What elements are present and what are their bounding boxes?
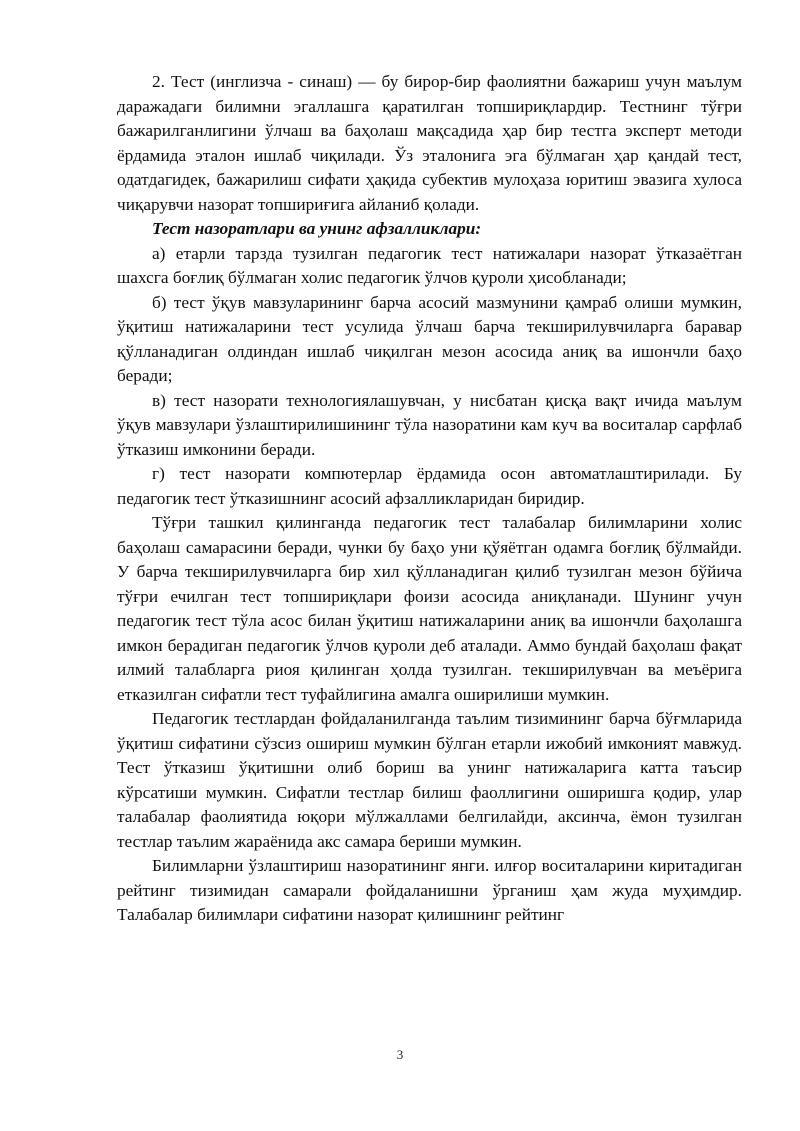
paragraph-rating-system: Билимларни ўзлаштириш назоратининг янги. илғор воситаларини киритадиган рейтинг тизимидан самарали фойдаланишни ўрганиш ҳам жуда муҳимдир. Талабалар билимлари сифатини назорат қилишнинг рейтинг: [117, 856, 742, 924]
paragraph-quality-improvement: Педагогик тестлардан фойдаланилганда таълим тизимининг барча бўғмларида ўқитиш сифатини сўзсиз ошириш мумкин бўлган етарли ижобий имконият мавжуд. Тест ўтказиш ўқитишни олиб бориш ва унинг натижаларига катта таъсир кўрсатиши мумкин. Сифатли тестлар билиш фаоллигини оширишга қодир, улар талабалар фаолиятида юқори мўлжаллами белгилайди, аксинча, ёмон тузилган тестлар таълим жараёнида акс самара бериши мумкин.: [117, 709, 742, 851]
list-item-v: в) тест назорати технологиялашувчан, у нисбатан қисқа вақт ичида маълум ўқув мавзулари ўзлаштирилишининг тўла назоратини кам куч ва воситалар сарфлаб ўтказиш имконини беради.: [117, 390, 742, 459]
page-number: 3: [396, 1047, 404, 1062]
section-heading: Тест назоратлари ва унинг афзалликлари:: [152, 219, 482, 238]
paragraph-objective-assessment: Тўғри ташкил қилинганда педагогик тест талабалар билимларини холис баҳолаш самарасини беради, чунки бу баҳо уни қўяётган одамга боғлиқ бўлмайди. У барча текширилувчиларга бир хил қўлланадиган қилиб тузилган мезон бўйича тўғри ечилган тест топшириқлари фоизи асосида аниқланади. Шунинг учун педагогик тест тўла асос билан ўқитиш натижаларини аниқ ва ишончли баҳолашга имкон берадиган педагогик ўлчов қуроли деб аталади. Аммо бундай баҳолаш фақат илмий талабларга риоя қилинган ҳолда тузилган. текширилувчан ва меъёрига етказилган сифатли тест туфайлигина амалга оширилиши мумкин.: [117, 513, 742, 704]
list-item-b: б) тест ўқув мавзуларининг барча асосий мазмунини қамраб олиши мумкин, ўқитиш натижаларини тест усулида ўлчаш барча текширилувчиларга баравар қўлланадиган олдиндан ишлаб чиқилган мезон асосида аниқ ва ишончли баҳо беради;: [117, 292, 742, 385]
document-body: [117, 70, 742, 928]
list-item-g: г) тест назорати компютерлар ёрдамида осон автоматлаштирилади. Бу педагогик тест ўтказишнинг асосий афзалликларидан биридир.: [117, 464, 742, 508]
paragraph-test-definition: 2. Тест (инглизча - синаш) — бу бирор-бир фаолиятни бажариш учун маълум даражадаги билимни эгаллашга қаратилган топшириқлардир. Тестнинг тўғри бажарилганлигини ўлчаш ва баҳолаш мақсадида ҳар бир тестга эксперт методи ёрдамида эталон ишлаб чиқилади. Ўз эталонига эга бўлмаган ҳар қандай тест, одатдагидек, бажарилиш сифати ҳақида субектив мулоҳаза юритиш эвазига хулоса чиқарувчи назорат топшириғига айланиб қолади.: [117, 72, 742, 214]
list-item-a: а) етарли тарзда тузилган педагогик тест натижалари назорат ўтказаётган шахсга боғлиқ бўлмаган холис педагогик ўлчов қуроли ҳисобланади;: [117, 243, 742, 287]
